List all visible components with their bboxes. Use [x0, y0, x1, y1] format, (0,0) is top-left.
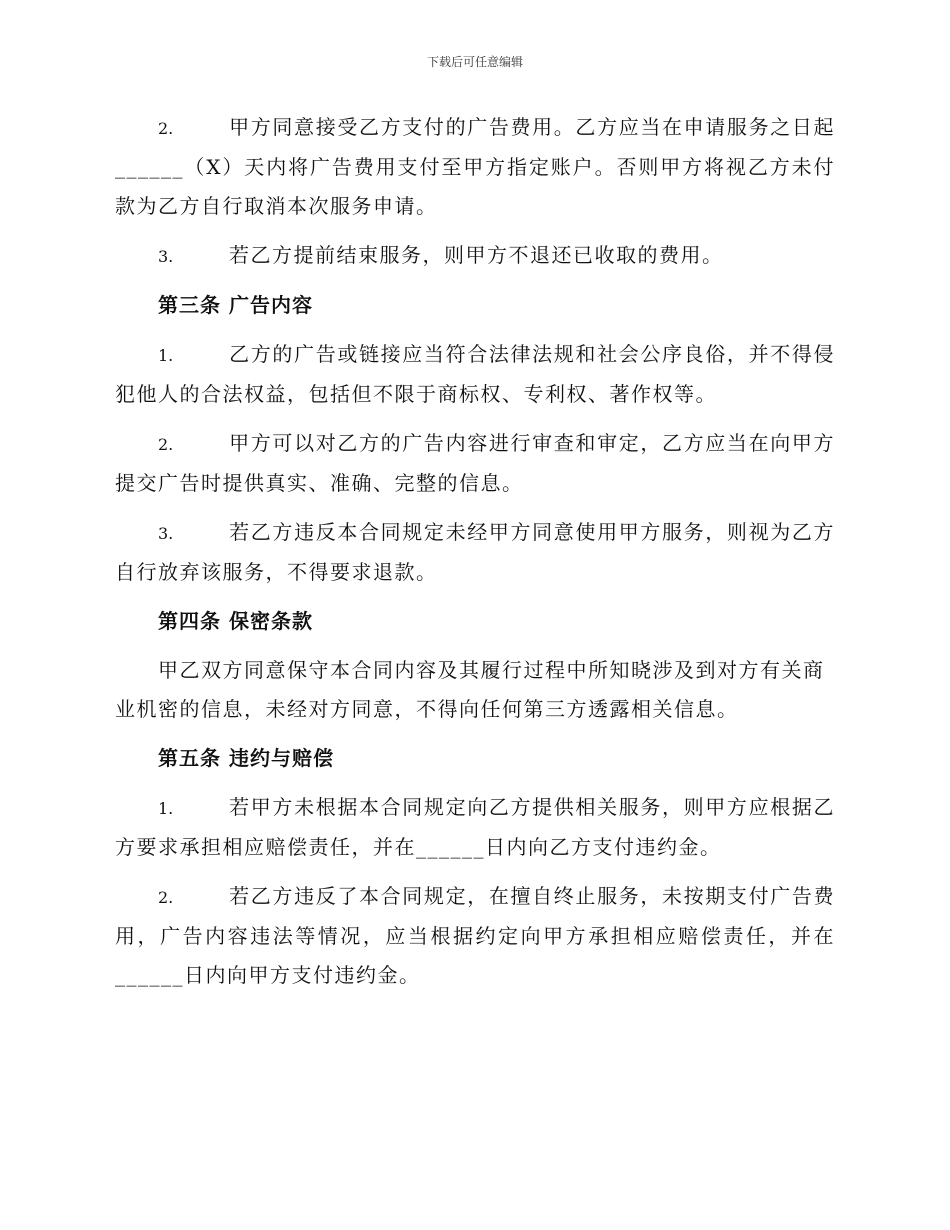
item-number: 1. — [158, 799, 174, 818]
item-number: 2. — [158, 435, 174, 454]
item-text: 若乙方违反了本合同规定，在擅自终止服务，未按期支付广告费用，广告内容违法等情况，应当根据约定向甲方承担相应赔偿责任，并在______日内向甲方支付违约金。 — [115, 884, 835, 987]
clause2-item3 — [115, 236, 835, 276]
clause3-item3 — [115, 513, 835, 592]
clause3-item2 — [115, 424, 835, 503]
clause2-item2 — [115, 108, 835, 226]
clause5-item2 — [115, 877, 835, 995]
item-number: 1. — [158, 346, 174, 365]
clause3-item1 — [115, 335, 835, 414]
item-number: 2. — [158, 119, 174, 138]
item-text: 乙方的广告或链接应当符合法律法规和社会公序良俗，并不得侵犯他人的合法权益，包括但不限于商标权、专利权、著作权等。 — [115, 342, 835, 406]
item-text: 若甲方未根据本合同规定向乙方提供相关服务，则甲方应根据乙方要求承担相应赔偿责任，并在______日内向乙方支付违约金。 — [115, 795, 835, 859]
item-text: 甲方可以对乙方的广告内容进行审查和审定，乙方应当在向甲方提交广告时提供真实、准确、完整的信息。 — [115, 431, 835, 495]
document-body — [115, 108, 835, 1005]
clause5-heading: 第五条 违约与赔偿 — [158, 746, 334, 770]
clause4-heading: 第四条 保密条款 — [158, 609, 313, 633]
clause4-paragraph: 甲乙双方同意保守本合同内容及其履行过程中所知晓涉及到对方有关商业机密的信息，未经对方同意，不得向任何第三方透露相关信息。 — [115, 658, 825, 721]
page-header: 下载后可任意编辑 — [426, 55, 523, 69]
item-text: 若乙方违反本合同规定未经甲方同意使用甲方服务，则视为乙方自行放弃该服务，不得要求退款。 — [115, 520, 835, 584]
clause5-item1 — [115, 788, 835, 867]
item-number: 2. — [158, 888, 174, 907]
item-number: 3. — [158, 247, 174, 266]
item-text: 若乙方提前结束服务，则甲方不退还已收取的费用。 — [229, 243, 724, 267]
clause3-heading: 第三条 广告内容 — [158, 293, 313, 317]
item-number: 3. — [158, 524, 174, 543]
item-text: 甲方同意接受乙方支付的广告费用。乙方应当在申请服务之日起______（X）天内将广告费用支付至甲方指定账户。否则甲方将视乙方未付款为乙方自行取消本次服务申请。 — [115, 115, 835, 218]
